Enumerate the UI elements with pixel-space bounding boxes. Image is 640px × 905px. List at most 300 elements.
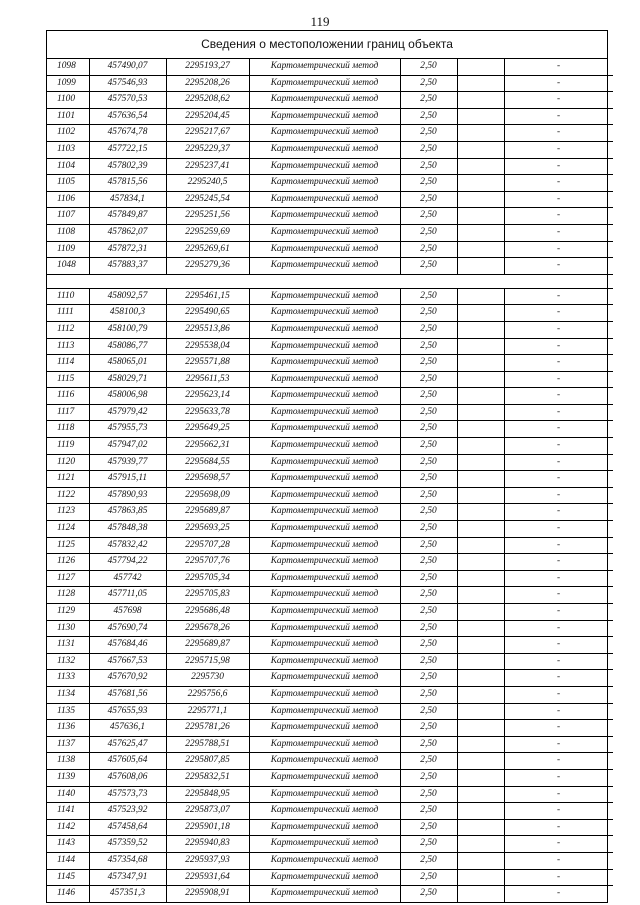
- point-number-cell: 1116: [47, 388, 89, 405]
- empty-cell: [457, 686, 504, 703]
- description-cell: -: [504, 570, 613, 587]
- x-coordinate-cell: 457883,37: [89, 258, 166, 275]
- precision-cell: 2,50: [400, 786, 457, 803]
- precision-cell: 2,50: [400, 241, 457, 258]
- method-cell: Картометрический метод: [249, 258, 400, 275]
- description-cell: -: [504, 92, 613, 109]
- empty-cell: [457, 471, 504, 488]
- description-cell: -: [504, 305, 613, 322]
- x-coordinate-cell: 457742: [89, 570, 166, 587]
- description-cell: -: [504, 869, 613, 886]
- description-cell: -: [504, 125, 613, 142]
- empty-cell: [457, 421, 504, 438]
- method-cell: Картометрический метод: [249, 454, 400, 471]
- point-number-cell: 1131: [47, 637, 89, 654]
- description-cell: -: [504, 258, 613, 275]
- table-title: Сведения о местоположении границ объекта: [47, 31, 607, 59]
- precision-cell: 2,50: [400, 753, 457, 770]
- method-cell: Картометрический метод: [249, 637, 400, 654]
- empty-cell: [457, 504, 504, 521]
- y-coordinate-cell: 2295937,93: [166, 852, 249, 869]
- description-cell: -: [504, 59, 613, 75]
- x-coordinate-cell: 457354,68: [89, 852, 166, 869]
- empty-cell: [457, 92, 504, 109]
- table-row: [47, 321, 613, 338]
- point-number-cell: 1124: [47, 521, 89, 538]
- precision-cell: 2,50: [400, 338, 457, 355]
- x-coordinate-cell: 457608,06: [89, 769, 166, 786]
- table-row: [47, 421, 613, 438]
- table-row: [47, 604, 613, 621]
- empty-cell: [457, 836, 504, 853]
- table-row: [47, 554, 613, 571]
- table-row: [47, 504, 613, 521]
- table-row: [47, 75, 613, 92]
- precision-cell: 2,50: [400, 208, 457, 225]
- empty-cell: [457, 108, 504, 125]
- empty-cell: [457, 404, 504, 421]
- precision-cell: 2,50: [400, 224, 457, 241]
- table-row: [47, 92, 613, 109]
- method-cell: Картометрический метод: [249, 241, 400, 258]
- point-number-cell: 1142: [47, 819, 89, 836]
- empty-cell: [457, 454, 504, 471]
- y-coordinate-cell: 2295689,87: [166, 504, 249, 521]
- point-number-cell: 1136: [47, 720, 89, 737]
- y-coordinate-cell: 2295237,41: [166, 158, 249, 175]
- precision-cell: 2,50: [400, 886, 457, 902]
- x-coordinate-cell: 457711,05: [89, 587, 166, 604]
- method-cell: Картометрический метод: [249, 338, 400, 355]
- table-row: [47, 637, 613, 654]
- description-cell: -: [504, 355, 613, 372]
- method-cell: Картометрический метод: [249, 703, 400, 720]
- y-coordinate-cell: 2295208,26: [166, 75, 249, 92]
- point-number-cell: 1145: [47, 869, 89, 886]
- empty-cell: [457, 355, 504, 372]
- empty-cell: [457, 852, 504, 869]
- x-coordinate-cell: 457667,53: [89, 653, 166, 670]
- y-coordinate-cell: 2295771,1: [166, 703, 249, 720]
- method-cell: Картометрический метод: [249, 504, 400, 521]
- point-number-cell: 1128: [47, 587, 89, 604]
- y-coordinate-cell: 2295461,15: [166, 288, 249, 305]
- table-row: [47, 338, 613, 355]
- table-row: [47, 769, 613, 786]
- method-cell: Картометрический метод: [249, 421, 400, 438]
- x-coordinate-cell: 458100,79: [89, 321, 166, 338]
- description-cell: -: [504, 637, 613, 654]
- precision-cell: 2,50: [400, 819, 457, 836]
- precision-cell: 2,50: [400, 537, 457, 554]
- precision-cell: 2,50: [400, 59, 457, 75]
- point-number-cell: 1122: [47, 487, 89, 504]
- y-coordinate-cell: 2295698,57: [166, 471, 249, 488]
- description-cell: -: [504, 819, 613, 836]
- description-cell: -: [504, 208, 613, 225]
- y-coordinate-cell: 2295217,67: [166, 125, 249, 142]
- empty-cell: [457, 637, 504, 654]
- method-cell: Картометрический метод: [249, 224, 400, 241]
- precision-cell: 2,50: [400, 769, 457, 786]
- table-row: [47, 753, 613, 770]
- table-row: [47, 570, 613, 587]
- description-cell: -: [504, 338, 613, 355]
- precision-cell: 2,50: [400, 288, 457, 305]
- table-row: [47, 852, 613, 869]
- empty-cell: [457, 371, 504, 388]
- table-row: [47, 454, 613, 471]
- precision-cell: 2,50: [400, 388, 457, 405]
- precision-cell: 2,50: [400, 125, 457, 142]
- method-cell: Картометрический метод: [249, 75, 400, 92]
- table-row: [47, 388, 613, 405]
- y-coordinate-cell: 2295269,61: [166, 241, 249, 258]
- table-row: [47, 108, 613, 125]
- y-coordinate-cell: 2295908,91: [166, 886, 249, 902]
- description-cell: -: [504, 670, 613, 687]
- table-row: [47, 620, 613, 637]
- method-cell: Картометрический метод: [249, 191, 400, 208]
- description-cell: -: [504, 836, 613, 853]
- precision-cell: 2,50: [400, 305, 457, 322]
- table-row: [47, 191, 613, 208]
- y-coordinate-cell: 2295611,53: [166, 371, 249, 388]
- point-number-cell: 1137: [47, 736, 89, 753]
- y-coordinate-cell: 2295698,09: [166, 487, 249, 504]
- point-number-cell: 1111: [47, 305, 89, 322]
- section-separator-row: [47, 274, 613, 288]
- x-coordinate-cell: 457523,92: [89, 803, 166, 820]
- empty-cell: [457, 338, 504, 355]
- x-coordinate-cell: 458086,77: [89, 338, 166, 355]
- description-cell: -: [504, 388, 613, 405]
- empty-cell: [457, 241, 504, 258]
- description-cell: -: [504, 703, 613, 720]
- point-number-cell: 1114: [47, 355, 89, 372]
- point-number-cell: 1104: [47, 158, 89, 175]
- method-cell: Картометрический метод: [249, 108, 400, 125]
- table-row: [47, 158, 613, 175]
- point-number-cell: 1141: [47, 803, 89, 820]
- method-cell: Картометрический метод: [249, 521, 400, 538]
- method-cell: Картометрический метод: [249, 886, 400, 902]
- x-coordinate-cell: 458100,3: [89, 305, 166, 322]
- description-cell: -: [504, 454, 613, 471]
- description-cell: -: [504, 288, 613, 305]
- point-number-cell: 1123: [47, 504, 89, 521]
- point-number-cell: 1103: [47, 141, 89, 158]
- point-number-cell: 1132: [47, 653, 89, 670]
- empty-cell: [457, 75, 504, 92]
- description-cell: -: [504, 587, 613, 604]
- point-number-cell: 1099: [47, 75, 89, 92]
- separator-cell: [47, 274, 613, 288]
- x-coordinate-cell: 457359,52: [89, 836, 166, 853]
- empty-cell: [457, 487, 504, 504]
- method-cell: Картометрический метод: [249, 786, 400, 803]
- table-row: [47, 686, 613, 703]
- method-cell: Картометрический метод: [249, 620, 400, 637]
- y-coordinate-cell: 2295649,25: [166, 421, 249, 438]
- precision-cell: 2,50: [400, 75, 457, 92]
- x-coordinate-cell: 457832,42: [89, 537, 166, 554]
- empty-cell: [457, 191, 504, 208]
- point-number-cell: 1134: [47, 686, 89, 703]
- y-coordinate-cell: 2295730: [166, 670, 249, 687]
- table-row: [47, 819, 613, 836]
- x-coordinate-cell: 458065,01: [89, 355, 166, 372]
- precision-cell: 2,50: [400, 371, 457, 388]
- table-row: [47, 736, 613, 753]
- empty-cell: [457, 125, 504, 142]
- description-cell: -: [504, 720, 613, 737]
- y-coordinate-cell: 2295490,65: [166, 305, 249, 322]
- method-cell: Картометрический метод: [249, 753, 400, 770]
- description-cell: -: [504, 620, 613, 637]
- x-coordinate-cell: 457684,46: [89, 637, 166, 654]
- point-number-cell: 1144: [47, 852, 89, 869]
- x-coordinate-cell: 457636,1: [89, 720, 166, 737]
- y-coordinate-cell: 2295208,62: [166, 92, 249, 109]
- point-number-cell: 1143: [47, 836, 89, 853]
- y-coordinate-cell: 2295848,95: [166, 786, 249, 803]
- y-coordinate-cell: 2295940,83: [166, 836, 249, 853]
- x-coordinate-cell: 457979,42: [89, 404, 166, 421]
- table-row: [47, 537, 613, 554]
- y-coordinate-cell: 2295832,51: [166, 769, 249, 786]
- description-cell: -: [504, 521, 613, 538]
- description-cell: -: [504, 471, 613, 488]
- y-coordinate-cell: 2295538,04: [166, 338, 249, 355]
- empty-cell: [457, 769, 504, 786]
- table-row: [47, 720, 613, 737]
- table-row: [47, 59, 613, 75]
- empty-cell: [457, 59, 504, 75]
- point-number-cell: 1100: [47, 92, 89, 109]
- precision-cell: 2,50: [400, 158, 457, 175]
- x-coordinate-cell: 457698: [89, 604, 166, 621]
- description-cell: -: [504, 537, 613, 554]
- method-cell: Картометрический метод: [249, 487, 400, 504]
- x-coordinate-cell: 457815,56: [89, 175, 166, 192]
- precision-cell: 2,50: [400, 108, 457, 125]
- point-number-cell: 1130: [47, 620, 89, 637]
- x-coordinate-cell: 457872,31: [89, 241, 166, 258]
- x-coordinate-cell: 457802,39: [89, 158, 166, 175]
- empty-cell: [457, 869, 504, 886]
- y-coordinate-cell: 2295781,26: [166, 720, 249, 737]
- x-coordinate-cell: 457915,11: [89, 471, 166, 488]
- precision-cell: 2,50: [400, 703, 457, 720]
- empty-cell: [457, 703, 504, 720]
- description-cell: -: [504, 438, 613, 455]
- precision-cell: 2,50: [400, 720, 457, 737]
- y-coordinate-cell: 2295901,18: [166, 819, 249, 836]
- y-coordinate-cell: 2295931,64: [166, 869, 249, 886]
- description-cell: -: [504, 769, 613, 786]
- y-coordinate-cell: 2295193,27: [166, 59, 249, 75]
- x-coordinate-cell: 458006,98: [89, 388, 166, 405]
- empty-cell: [457, 208, 504, 225]
- empty-cell: [457, 321, 504, 338]
- y-coordinate-cell: 2295873,07: [166, 803, 249, 820]
- page-number: 119: [310, 14, 330, 29]
- method-cell: Картометрический метод: [249, 404, 400, 421]
- description-cell: -: [504, 686, 613, 703]
- method-cell: Картометрический метод: [249, 769, 400, 786]
- point-number-cell: 1119: [47, 438, 89, 455]
- x-coordinate-cell: 457490,07: [89, 59, 166, 75]
- method-cell: Картометрический метод: [249, 59, 400, 75]
- empty-cell: [457, 570, 504, 587]
- description-cell: -: [504, 736, 613, 753]
- method-cell: Картометрический метод: [249, 388, 400, 405]
- y-coordinate-cell: 2295245,54: [166, 191, 249, 208]
- precision-cell: 2,50: [400, 852, 457, 869]
- y-coordinate-cell: 2295807,85: [166, 753, 249, 770]
- empty-cell: [457, 521, 504, 538]
- description-cell: -: [504, 753, 613, 770]
- method-cell: Картометрический метод: [249, 175, 400, 192]
- method-cell: Картометрический метод: [249, 852, 400, 869]
- point-number-cell: 1120: [47, 454, 89, 471]
- x-coordinate-cell: 457722,15: [89, 141, 166, 158]
- precision-cell: 2,50: [400, 803, 457, 820]
- description-cell: -: [504, 421, 613, 438]
- method-cell: Картометрический метод: [249, 803, 400, 820]
- method-cell: Картометрический метод: [249, 537, 400, 554]
- x-coordinate-cell: 457794,22: [89, 554, 166, 571]
- coordinates-table: [47, 59, 613, 902]
- method-cell: Картометрический метод: [249, 836, 400, 853]
- description-cell: -: [504, 803, 613, 820]
- point-number-cell: 1117: [47, 404, 89, 421]
- precision-cell: 2,50: [400, 471, 457, 488]
- x-coordinate-cell: 457955,73: [89, 421, 166, 438]
- method-cell: Картометрический метод: [249, 158, 400, 175]
- y-coordinate-cell: 2295633,78: [166, 404, 249, 421]
- description-cell: -: [504, 175, 613, 192]
- method-cell: Картометрический метод: [249, 438, 400, 455]
- point-number-cell: 1140: [47, 786, 89, 803]
- y-coordinate-cell: 2295662,31: [166, 438, 249, 455]
- precision-cell: 2,50: [400, 869, 457, 886]
- method-cell: Картометрический метод: [249, 869, 400, 886]
- table-row: [47, 471, 613, 488]
- precision-cell: 2,50: [400, 321, 457, 338]
- method-cell: Картометрический метод: [249, 720, 400, 737]
- description-cell: -: [504, 786, 613, 803]
- point-number-cell: 1113: [47, 338, 89, 355]
- y-coordinate-cell: 2295251,56: [166, 208, 249, 225]
- method-cell: Картометрический метод: [249, 736, 400, 753]
- table-row: [47, 836, 613, 853]
- point-number-cell: 1118: [47, 421, 89, 438]
- empty-cell: [457, 175, 504, 192]
- precision-cell: 2,50: [400, 686, 457, 703]
- point-number-cell: 1102: [47, 125, 89, 142]
- empty-cell: [457, 670, 504, 687]
- precision-cell: 2,50: [400, 487, 457, 504]
- point-number-cell: 1105: [47, 175, 89, 192]
- point-number-cell: 1048: [47, 258, 89, 275]
- point-number-cell: 1138: [47, 753, 89, 770]
- point-number-cell: 1126: [47, 554, 89, 571]
- precision-cell: 2,50: [400, 191, 457, 208]
- method-cell: Картометрический метод: [249, 288, 400, 305]
- y-coordinate-cell: 2295705,34: [166, 570, 249, 587]
- table-row: [47, 175, 613, 192]
- precision-cell: 2,50: [400, 438, 457, 455]
- x-coordinate-cell: 457690,74: [89, 620, 166, 637]
- precision-cell: 2,50: [400, 670, 457, 687]
- precision-cell: 2,50: [400, 653, 457, 670]
- method-cell: Картометрический метод: [249, 92, 400, 109]
- description-cell: -: [504, 554, 613, 571]
- method-cell: Картометрический метод: [249, 141, 400, 158]
- point-number-cell: 1125: [47, 537, 89, 554]
- description-cell: -: [504, 108, 613, 125]
- point-number-cell: 1121: [47, 471, 89, 488]
- point-number-cell: 1098: [47, 59, 89, 75]
- table-row: [47, 224, 613, 241]
- table-row: [47, 241, 613, 258]
- description-cell: -: [504, 604, 613, 621]
- y-coordinate-cell: 2295715,98: [166, 653, 249, 670]
- point-number-cell: 1135: [47, 703, 89, 720]
- y-coordinate-cell: 2295240,5: [166, 175, 249, 192]
- empty-cell: [457, 736, 504, 753]
- table-row: [47, 125, 613, 142]
- precision-cell: 2,50: [400, 92, 457, 109]
- method-cell: Картометрический метод: [249, 321, 400, 338]
- x-coordinate-cell: 457834,1: [89, 191, 166, 208]
- description-cell: -: [504, 75, 613, 92]
- empty-cell: [457, 886, 504, 902]
- y-coordinate-cell: 2295707,76: [166, 554, 249, 571]
- method-cell: Картометрический метод: [249, 554, 400, 571]
- point-number-cell: 1110: [47, 288, 89, 305]
- x-coordinate-cell: 457862,07: [89, 224, 166, 241]
- precision-cell: 2,50: [400, 521, 457, 538]
- table-row: [47, 703, 613, 720]
- method-cell: Картометрический метод: [249, 604, 400, 621]
- x-coordinate-cell: 457655,93: [89, 703, 166, 720]
- description-cell: -: [504, 504, 613, 521]
- table-row: [47, 305, 613, 322]
- empty-cell: [457, 224, 504, 241]
- empty-cell: [457, 653, 504, 670]
- table-row: [47, 208, 613, 225]
- y-coordinate-cell: 2295623,14: [166, 388, 249, 405]
- point-number-cell: 1115: [47, 371, 89, 388]
- x-coordinate-cell: 457674,78: [89, 125, 166, 142]
- empty-cell: [457, 537, 504, 554]
- x-coordinate-cell: 457351,3: [89, 886, 166, 902]
- point-number-cell: 1112: [47, 321, 89, 338]
- description-cell: -: [556, 888, 561, 899]
- description-cell: -: [504, 191, 613, 208]
- method-cell: Картометрический метод: [249, 570, 400, 587]
- table-row: [47, 786, 613, 803]
- table-row: [47, 521, 613, 538]
- x-coordinate-cell: 457848,38: [89, 521, 166, 538]
- point-number-cell: 1108: [47, 224, 89, 241]
- y-coordinate-cell: 2295684,55: [166, 454, 249, 471]
- point-number-cell: 1129: [47, 604, 89, 621]
- x-coordinate-cell: 457570,53: [89, 92, 166, 109]
